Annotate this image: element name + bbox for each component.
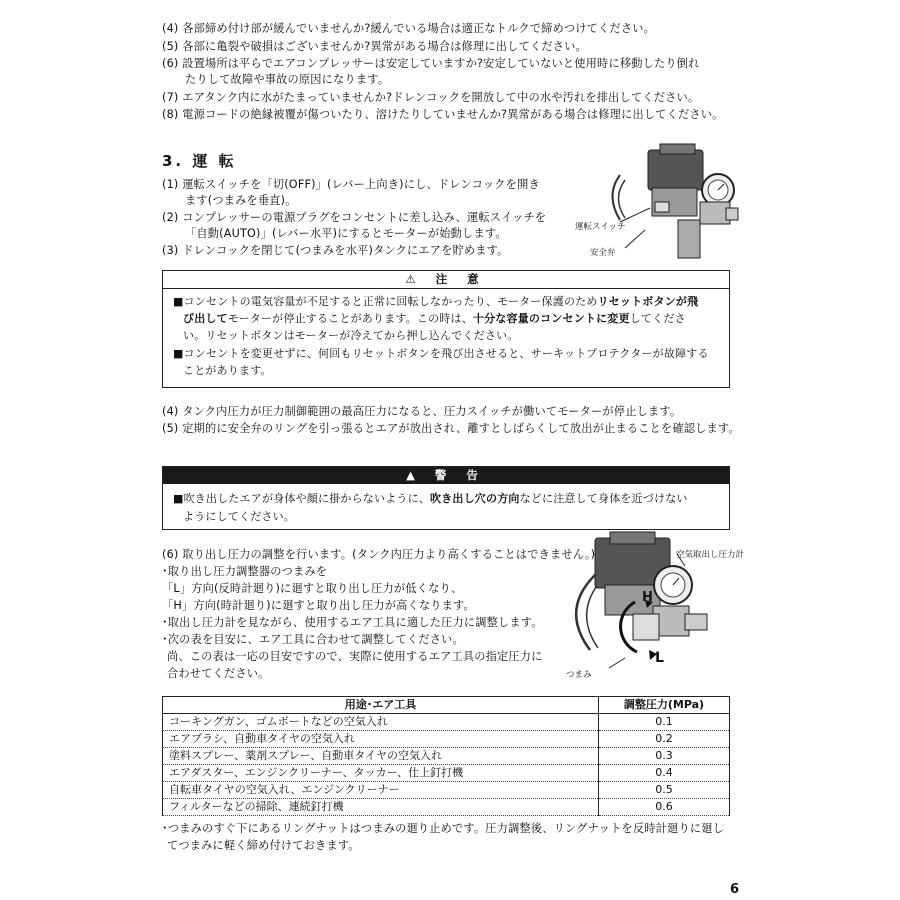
adjust-item-6: (6) 取り出し圧力の調整を行います。(タンク内圧力より高くすることはできません。) <box>162 548 596 561</box>
caution-line-4: ■コンセントを変更せずに、何回もリセットボタンを飛び出させると、サーキットプロテクターが故障する <box>173 347 709 360</box>
table-row <box>163 748 730 765</box>
footer-line-1: ･つまみのすぐ下にあるリングナットはつまみの廻り止めです。圧力調整後、リングナットを反時計廻りに廻し <box>162 822 724 835</box>
cell-use: エアブラシ、自動車タイヤの空気入れ <box>163 731 599 748</box>
op-item-2-cont: 「自動(AUTO)」(レバー水平)にするとモーターが始動します。 <box>185 227 507 240</box>
caution-line-2: び出してモーターが停止することがあります。この時は、十分な容量のコンセントに変更してくださ <box>183 312 686 325</box>
top-item-5: (5) 各部に亀裂や破損はございませんか?異常がある場合は修理に出してください。 <box>162 40 587 53</box>
cell-use: フィルターなどの掃除、連続釘打機 <box>163 799 599 816</box>
warning-title: ▲ 警 告 <box>163 467 729 484</box>
cell-pressure: 0.6 <box>599 799 730 816</box>
cell-use: 自転車タイヤの空気入れ、エンジンクリーナー <box>163 782 599 799</box>
top-item-4: (4) 各部締め付け部が緩んでいませんか?緩んでいる場合は適正なトルクで締めつけてください。 <box>162 22 656 35</box>
section-title: 3. 運 転 <box>162 152 237 170</box>
label-l: L <box>655 650 664 666</box>
cell-use: コーキングガン、ゴムボートなどの空気入れ <box>163 714 599 731</box>
label-knob: つまみ <box>566 670 592 680</box>
table-row <box>163 714 730 731</box>
caution-line-3: い。リセットボタンはモーターが冷えてから押し込んでください。 <box>183 329 519 342</box>
warning-line-1: ■吹き出したエアが身体や顔に掛からないように、吹き出し穴の方向などに注意して身体を近づけない <box>173 492 688 505</box>
cell-pressure: 0.5 <box>599 782 730 799</box>
mid-item-5: (5) 定期的に安全弁のリングを引っ張るとエアが放出され、離すとしばらくして放出が止まることを確認します。 <box>162 422 740 435</box>
adjust-line-3: 「L」方向(反時計廻り)に廻すと取り出し圧力が低くなり、 <box>162 582 463 595</box>
top-item-6-cont: たりして故障や事故の原因になります。 <box>185 73 390 86</box>
table-row <box>163 731 730 748</box>
warning-line-2: ようにしてください。 <box>183 510 295 523</box>
label-run-switch: 運転スイッチ <box>575 222 626 232</box>
cell-pressure: 0.3 <box>599 748 730 765</box>
table-row <box>163 765 730 782</box>
cell-pressure: 0.2 <box>599 731 730 748</box>
cell-use: 塗料スプレー、薬剤スプレー、自動車タイヤの空気入れ <box>163 748 599 765</box>
table-row <box>163 799 730 816</box>
caution-box <box>162 270 730 388</box>
adjust-line-6: ･次の表を目安に、エア工具に合わせて調整してください。 <box>162 633 464 646</box>
op-item-1-cont: ます(つまみを垂直)。 <box>185 194 297 207</box>
caution-line-1: ■コンセントの電気容量が不足すると正常に回転しなかったり、モーター保護のためリセットボタンが飛 <box>173 295 699 308</box>
op-item-3: (3) ドレンコックを閉じて(つまみを水平)タンクにエアを貯めます。 <box>162 244 509 257</box>
pressure-table <box>162 696 730 816</box>
cell-pressure: 0.4 <box>599 765 730 782</box>
op-item-1: (1) 運転スイッチを「切(OFF)」(レバー上向き)にし、ドレンコックを開き <box>162 178 540 191</box>
header-use: 用途･エア工具 <box>163 697 599 714</box>
op-item-2: (2) コンプレッサーの電源プラグをコンセントに差し込み、運転スイッチを <box>162 211 547 224</box>
warning-box <box>162 466 730 530</box>
mid-item-4: (4) タンク内圧力が圧力制御範囲の最高圧力になると、圧力スイッチが働いてモーターが停止します。 <box>162 405 682 418</box>
cell-pressure: 0.1 <box>599 714 730 731</box>
page-number: 6 <box>730 882 740 897</box>
adjust-line-8: 合わせてください。 <box>167 667 270 680</box>
caution-title: ⚠ 注 意 <box>163 271 729 289</box>
footer-line-2: てつまみに軽く締め付けておきます。 <box>167 839 360 852</box>
label-safety-valve: 安全弁 <box>590 248 616 258</box>
top-item-6: (6) 設置場所は平らでエアコンプレッサーは安定していますか?安定していないと使用時に移動したり倒れ <box>162 57 700 70</box>
top-item-7: (7) エアタンク内に水がたまっていませんか?ドレンコックを開放して中の水や汚れを排出してください。 <box>162 91 700 104</box>
header-pressure: 調整圧力(MPa) <box>599 697 730 714</box>
adjust-line-2: ･取り出し圧力調整器のつまみを <box>162 565 328 578</box>
adjust-line-7: 尚、この表は一応の目安ですので、実際に使用するエア工具の指定圧力に <box>167 650 543 663</box>
adjust-line-4: 「H」方向(時計廻り)に廻すと取り出し圧力が高くなります。 <box>162 599 475 612</box>
pressure-switch-figure <box>600 140 740 260</box>
caution-line-5: ことがあります。 <box>183 364 272 377</box>
cell-use: エアダスター、エンジンクリーナー、タッカー、仕上釘打機 <box>163 765 599 782</box>
table-row <box>163 782 730 799</box>
adjust-line-5: ･取出し圧力計を見ながら、使用するエア工具に適した圧力に調整します。 <box>162 616 543 629</box>
label-outlet-gauge: 空気取出し圧力計 <box>676 550 745 560</box>
top-item-8: (8) 電源コードの絶縁被覆が傷ついたり、溶けたりしていませんか?異常がある場合は修理に出してください。 <box>162 108 724 121</box>
label-h: H <box>642 590 653 605</box>
